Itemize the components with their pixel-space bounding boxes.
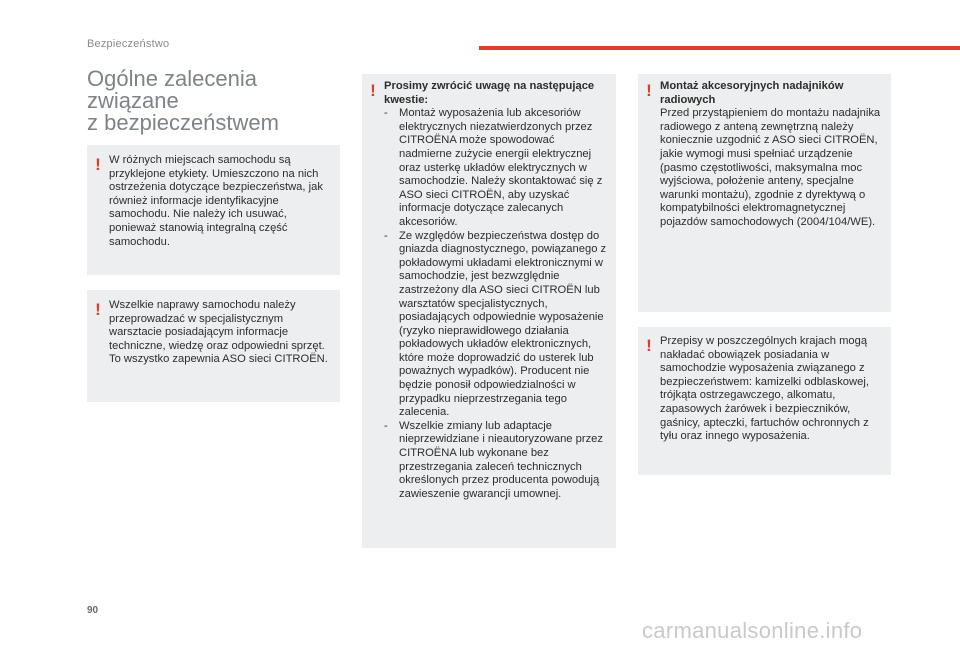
list-item (384, 420, 610, 502)
warning-box-notes (362, 74, 616, 548)
header-accent-rule (479, 46, 960, 50)
list-item-text: Ze względów bezpieczeństwa dostęp do gniazda diagnostycznego, powiązanego z pokładowymi układami elektronicznymi w samochodzie, jest bezwzględnie zastrzeżony dla ASO sieci CITROËN lub warsztatów specjalistycznych, posiadających odpowiednie wyposażenie (ryzyko nieprawidłowego działania pokładowych układów elektronicznych, które może doprowadzić do usterek lub poważnych wypadków). Producent nie będzie ponosił odpowiedzialności w przypadku nieprzestrzegania tego zalecenia. (399, 229, 607, 419)
warning-icon: ! (646, 81, 652, 100)
warning-list (384, 107, 610, 501)
page-title-line: z bezpieczeństwem (87, 110, 279, 135)
warning-box-regulations (638, 327, 891, 475)
warning-icon: ! (95, 155, 101, 174)
warning-text: Przed przystąpieniem do montażu nadajnika radiowego z anteną zewnętrzną należy koniecznie uzgodnić z ASO sieci CITROËN, jakie wymogi musi spełniać urządzenie (pasmo częstotliwości, maksymalna moc wyjściowa, położenie anteny, specjalne warunki montażu), zgodnie z dyrektywą o kompatybilności elektromagnetycznej pojazdów samochodowych (2004/104/WE). (660, 107, 881, 228)
list-item-text: Montaż wyposażenia lub akcesoriów elektrycznych niezatwierdzonych przez CITROËNA może spowodować nadmierne zużycie energii elektrycznej oraz usterkę układów elektrycznych w samochodzie. Należy skontaktować się z ASO sieci CITROËN, aby uzyskać informacje dotyczące zalecanych akcesoriów. (399, 107, 603, 228)
list-item (384, 107, 610, 229)
watermark: carmanualsonline.info (642, 618, 863, 643)
section-label: Bezpieczeństwo (87, 38, 170, 50)
warning-icon: ! (646, 336, 652, 355)
warning-icon: ! (95, 300, 101, 319)
page-title-line: Ogólne zalecenia (87, 66, 258, 91)
page-title-line: związane (87, 88, 179, 113)
warning-box-repairs (87, 290, 340, 402)
warning-heading: Prosimy zwrócić uwagę na następujące kwestie: (384, 80, 595, 106)
page-title (87, 68, 347, 134)
warning-box-radio-transmitters (638, 74, 891, 312)
list-item-text: Wszelkie zmiany lub adaptacje nieprzewidziane i nieautoryzowane przez CITROËNA lub wykonane bez przestrzegania zaleceń technicznych określonych przez producenta powodują zawieszenie gwarancji umownej. (399, 419, 603, 500)
page-number: 90 (87, 605, 99, 616)
list-bullet: - (384, 419, 388, 432)
warning-text: W różnych miejscach samochodu są przyklejone etykiety. Umieszczono na nich ostrzeżenia dotyczące bezpieczeństwa, jak również informacje identyfikacyjne samochodu. Nie należy ich usuwać, ponieważ stanowią integralną część samochodu. (109, 154, 323, 248)
list-bullet: - (384, 107, 388, 120)
list-bullet: - (384, 229, 388, 242)
warning-text: Przepisy w poszczególnych krajach mogą nakładać obowiązek posiadania w samochodzie wyposażenia związanego z bezpieczeństwem: kamizelki odblaskowej, trójkąta ostrzegawczego, alkomatu, zapasowych żarówek i bezpieczników, gaśnicy, apteczki, fartuchów ochronnych z tyłu oraz innego wyposażenia. (660, 335, 869, 443)
warning-box-labels (87, 145, 340, 275)
warning-icon: ! (370, 81, 376, 100)
warning-heading: Montaż akcesoryjnych nadajników radiowych (660, 80, 844, 106)
warning-text: Wszelkie naprawy samochodu należy przeprowadzać w specjalistycznym warsztacie posiadającym informacje techniczne, wiedzę oraz odpowiedni sprzęt. To wszystko zapewnia ASO sieci CITROËN. (109, 299, 328, 366)
list-item (384, 230, 610, 420)
